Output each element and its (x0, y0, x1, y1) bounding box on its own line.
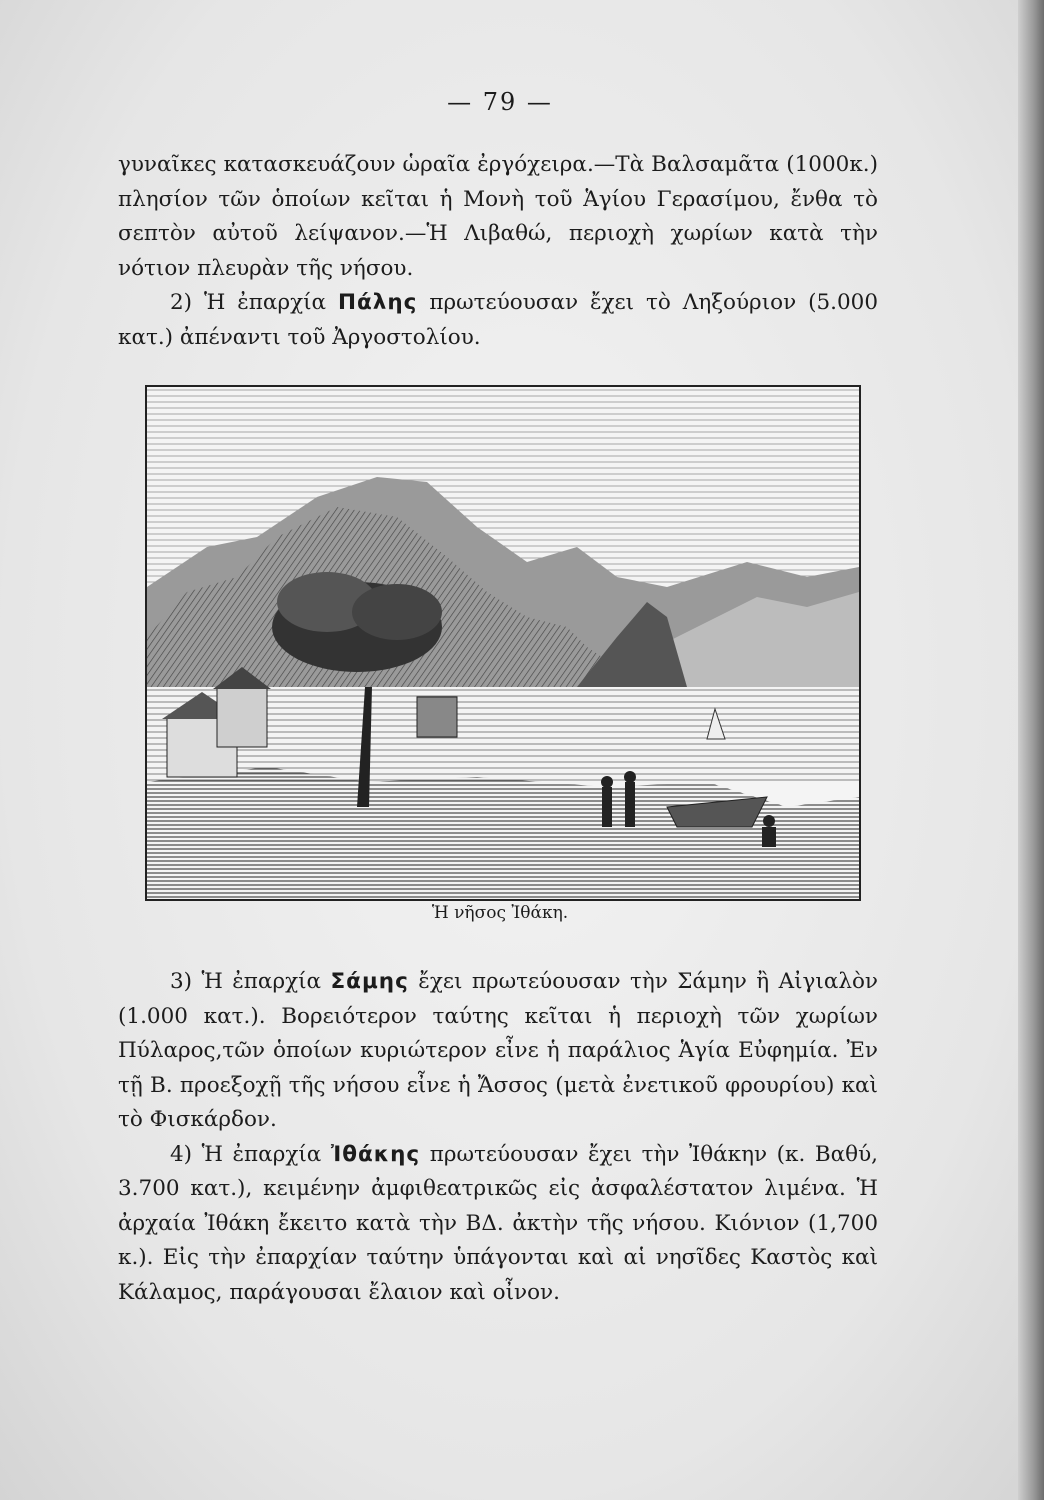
engraving-illustration (147, 387, 859, 899)
foreground-shore (147, 767, 859, 899)
paragraph-2-prefix: 2) Ἡ ἐπαρχία (170, 290, 327, 315)
province-name-ithaca: Ἰθάκης (330, 1141, 421, 1167)
paragraph-2 (118, 286, 878, 355)
province-name-sami: Σάμης (330, 969, 409, 994)
paragraph-3-prefix: 3) Ἡ ἐπαρχία (170, 969, 322, 994)
paragraph-4 (118, 1138, 878, 1311)
paragraph-3 (118, 965, 878, 1138)
page-number: — 79 — (447, 88, 553, 116)
paragraph-4-prefix: 4) Ἡ ἐπαρχία (170, 1141, 322, 1167)
paragraph-4-rest: πρωτεύουσαν ἔχει τὴν Ἰθάκην (κ. Βαθύ, 3.700 κατ.), κειμένην ἀμφιθεατρικῶς εἰς ἀσφαλέστατον λιμένα. Ἡ ἀρχαία Ἰθάκη ἔκειτο κατὰ τὴν ΒΔ. ἀκτὴν τῆς νήσου. Κιόνιον (1,700 κ.). Εἰς τὴν ἐπαρχίαν ταύτην ὑπάγονται καὶ αἱ νησῖδες Καστὸς καὶ Κάλαμος, παράγουσαι ἔλαιον καὶ οἶνον. (118, 1141, 879, 1305)
bottom-text-block (118, 965, 878, 1310)
province-name-palis: Πάλης (338, 290, 418, 315)
figure-caption: Ἡ νῆσος Ἰθάκη. (431, 903, 569, 923)
paragraph-3-rest: ἔχει πρωτεύουσαν τὴν Σάμην ἢ Αἰγιαλὸν (1.000 κατ.). Βορειότερον ταύτης κεῖται ἡ περιοχὴ τῶν χωρίων Πύλαρος,τῶν ὁποίων κυριώτερον εἶνε ἡ παράλιος Ἁγία Εὐφημία. Ἐν τῇ Β. προεξοχῇ τῆς νήσου εἶνε ἡ Ἄσσος (μετὰ ἐνετικοῦ φρουρίου) καὶ τὸ Φισκάρδον. (118, 969, 878, 1132)
top-text-block (118, 148, 878, 355)
paragraph-1: γυναῖκες κατασκευάζουν ὡραῖα ἐργόχειρα.—Τὰ Βαλσαμᾶτα (1000κ.) πλησίον τῶν ὁποίων κεῖται ἡ Μονὴ τοῦ Ἁγίου Γερασίμου, ἔνθα τὸ σεπτὸν αὐτοῦ λείψανον.—Ἡ Λιβαθώ, περιοχὴ χωρίων κατὰ τὴν νότιον πλευρὰν τῆς νήσου. (118, 152, 878, 281)
ithaca-engraving (145, 385, 861, 901)
paragraph-2-rest: πρωτεύουσαν ἔχει τὸ Ληξούριον (5.000 κατ.) ἀπέναντι τοῦ Ἀργοστολίου. (118, 290, 879, 350)
page-edge-shadow (1018, 0, 1044, 1500)
